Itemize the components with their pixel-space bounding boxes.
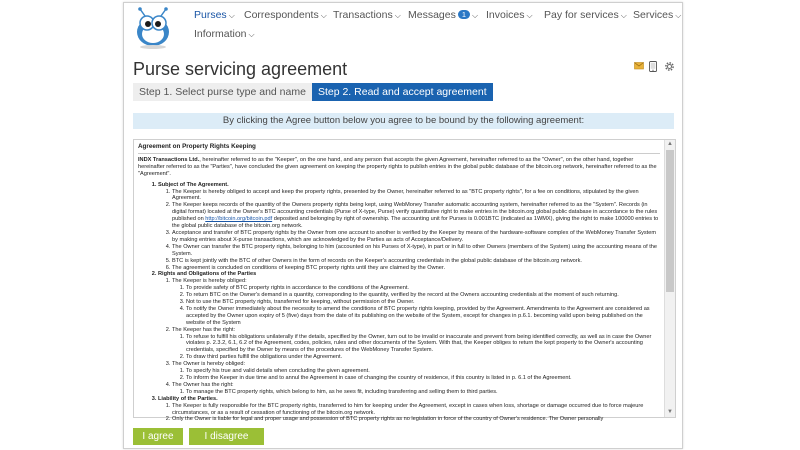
wizard-steps — [133, 83, 493, 101]
list-item — [172, 278, 660, 326]
list-item — [172, 327, 660, 362]
chevron-down-icon: ⌵ — [320, 11, 327, 20]
nav-correspondents[interactable] — [244, 9, 327, 21]
chevron-down-icon: ⌵ — [620, 11, 627, 20]
agree-button[interactable]: I agree — [133, 428, 183, 445]
agreement-heading: Agreement on Property Rights Keeping — [138, 144, 660, 154]
section-subject — [158, 182, 660, 272]
list-item: 5. BTC is kept jointly with the BTC of other Owners in the form of records on the Keeper's accounting credentials in the global public database of the bitcoin.org network. — [172, 258, 660, 265]
nav-pay-for-services-label: Pay for services — [544, 9, 619, 21]
list-item: 1. The Keeper is hereby obliged to accept and keep the property rights, presented by the Owner, hereinafter referred to as "BTC property rights", for a fee on conditions, stipulated by the given Agreement. — [172, 189, 660, 203]
webmoney-logo[interactable] — [130, 7, 176, 49]
mobile-phone-icon[interactable] — [649, 61, 657, 75]
agreement-info-banner: By clicking the Agree button below you agree to be bound by the following agreement: — [133, 113, 674, 129]
list-item: 4. To notify the Owner immediately about the necessity to amend the conditions of BTC property rights keeping, provided by the Agreement. Amendments to the Agreement are considered as accepted by the Owner upon expiry of 5 (five) days from the date of its publishing on the website of the System, except for changes in p.6.1. becoming valid upon being published on the website of the System — [186, 306, 660, 327]
nav-invoices-label: Invoices — [486, 9, 525, 21]
messages-count-badge: 1 — [458, 10, 470, 19]
nav-pay-for-services[interactable] — [544, 9, 627, 21]
nav-services[interactable] — [633, 9, 681, 21]
chevron-down-icon: ⌵ — [394, 11, 401, 20]
list-item: 6. The agreement is concluded on conditions of keeping BTC property rights until they are claimed by the Owner. — [172, 265, 660, 272]
list-item: 2. To draw third parties fulfill the obligations under the Agreement. — [186, 354, 660, 361]
disagree-button[interactable]: I disagree — [189, 428, 264, 445]
item-text: deposited and belonging by right of ownership. The accounting unit for Purses is 0.001BTC (indicated as 1WMX), giving the right to make 100000 entries to the global public database of the bitcoin.org network. — [172, 216, 659, 230]
main-nav — [194, 9, 682, 47]
nav-purses[interactable] — [194, 9, 235, 21]
step-select-purse[interactable]: Step 1. Select purse type and name — [133, 83, 312, 101]
chevron-down-icon: ⌵ — [675, 11, 682, 20]
list-item: 1. To manage the BTC property rights, which belong to him, as he sees fit, including transferring and selling them to third parties. — [186, 389, 660, 396]
list-item: 3. Not to use the BTC property rights, transferred for keeping, without permission of the Owner. — [186, 299, 660, 306]
list-item: 3. Acceptance and transfer of BTC property rights by the Owner from one account to another is verified by the Keeper by means of the hardware-software complex of the WebMoney Transfer System by making entries about X-purse transactions, which are acknowledged by the Parties as acts of Acceptance/Delivery. — [172, 230, 660, 244]
chevron-down-icon: ⌵ — [248, 30, 255, 39]
bitcoin-pdf-link[interactable]: http://bitcoin.org/bitcoin.pdf — [205, 216, 273, 223]
agreement-intro — [138, 157, 660, 178]
section-liability — [158, 396, 660, 424]
list-item: 2. Only the Owner is liable for legal and proper usage and possession of BTC property rights as no legislation in force of the country of Owner's residence. The Owner personally — [172, 416, 660, 423]
keeper-name: INDX Transactions Ltd. — [138, 156, 200, 163]
subsection-label: The Keeper has the right: — [172, 326, 236, 333]
list-item: 4. The Owner can transfer the BTC property rights, belonging to him (accounted on his Purses of X-type), in part or in full to other Owners (members of the System) using the accounting means of the System. — [172, 244, 660, 258]
nav-information-label: Information — [194, 28, 247, 40]
nav-messages[interactable] — [408, 9, 478, 21]
section-title: Liability of the Parties. — [158, 395, 218, 402]
section-title: Rights and Obligations of the Parties — [158, 271, 257, 278]
gear-icon[interactable] — [664, 61, 675, 75]
list-item: 1. To refuse to fulfill his obligations unilaterally if the details, specified by the Owner, turn out to be invalid or inaccurate and prevent from being identified correctly, as well as in case the Owner violates p. 2.3.2, 6.1, 6.2 of the Agreement, codes, policies, rules and other documents of the System. With that, the Keeper obliges to return the kept property to the Owner's accounting credentials, specified by the Owner by means of the procedures of the WebMoney Transfer System. — [186, 334, 660, 355]
agreement-sections — [138, 182, 660, 424]
app-window — [123, 2, 683, 449]
nav-services-label: Services — [633, 9, 674, 21]
header-actions — [616, 61, 676, 75]
list-item: 1. To specify his true and valid details when concluding the given agreement. — [186, 368, 660, 375]
envelope-icon[interactable] — [634, 61, 644, 73]
nav-information[interactable] — [194, 28, 255, 40]
list-item — [172, 202, 660, 230]
nav-transactions-label: Transactions — [333, 9, 393, 21]
subsection-label: The Keeper is hereby obliged: — [172, 278, 247, 285]
scroll-down-arrow-icon[interactable]: ▼ — [667, 409, 673, 415]
nav-messages-label: Messages — [408, 9, 456, 21]
subsection-label: The Owner has the right: — [172, 381, 234, 388]
list-item: 1. To provide safety of BTC property rights in accordance to the conditions of the Agreement. — [186, 285, 660, 292]
section-title: Subject of The Agreement. — [158, 181, 229, 188]
list-item: 1. The Keeper is fully responsible for the BTC property rights, transferred to him for keeping under the Agreement, except in cases when loss, shortage or damage occurred due to force majeure circumstances, or as a result of cessation of functioning of the bitcoin.org network. — [172, 403, 660, 417]
list-item — [172, 361, 660, 382]
step-read-agreement[interactable]: Step 2. Read and accept agreement — [312, 83, 493, 101]
agreement-scrollbar[interactable] — [664, 140, 675, 417]
chevron-down-icon: ⌵ — [472, 11, 479, 20]
subsection-label: The Owner is hereby obliged: — [172, 361, 246, 368]
agreement-content — [134, 140, 664, 423]
intro-text: , hereinafter referred to as the "Keeper", on the one hand, and any person that accepts the given Agreement, hereinafter referred to as the "Owner", on the other hand, together hereinafter referred to as the "Parties", have concluded the given agreement on keeping the property rights to publish entries in the global public database of the bitcoin.org network, hereinafter referred to as the "Agreement". — [138, 156, 657, 177]
page-title: Purse servicing agreement — [133, 59, 348, 79]
nav-transactions[interactable] — [333, 9, 401, 21]
nav-correspondents-label: Correspondents — [244, 9, 319, 21]
list-item: 2. To inform the Keeper in due time and to annul the Agreement in case of changing the country of residence, if this country is listed in p. 6.1 of the Agreement. — [186, 375, 660, 382]
agreement-box[interactable] — [133, 139, 676, 423]
nav-invoices[interactable] — [486, 9, 533, 21]
list-item: 2. To return BTC on the Owner's demand in a quantity, corresponding to the quantity, verified by the record at the Owners accounting credentials at the moment of such returning. — [186, 292, 660, 299]
section-rights-obligations — [158, 271, 660, 395]
scroll-up-arrow-icon[interactable]: ▲ — [667, 141, 673, 147]
list-item — [172, 382, 660, 396]
scrollbar-thumb[interactable] — [666, 150, 674, 292]
chevron-down-icon: ⌵ — [228, 11, 235, 20]
nav-purses-label: Purses — [194, 9, 227, 21]
item-text: The Keeper keeps records of the quantity of the Owners property rights being kept, using WebMoney Transfer automatic accounting system, hereinafter referred to as the "System". Records (in digital format) located at the Owner's BTC accounting credentials (Purse of X-type, Purse) verify quantitative right to make entries in the bitcoin.org global public database in accordance to the rules published on — [172, 202, 658, 223]
chevron-down-icon: ⌵ — [526, 11, 533, 20]
